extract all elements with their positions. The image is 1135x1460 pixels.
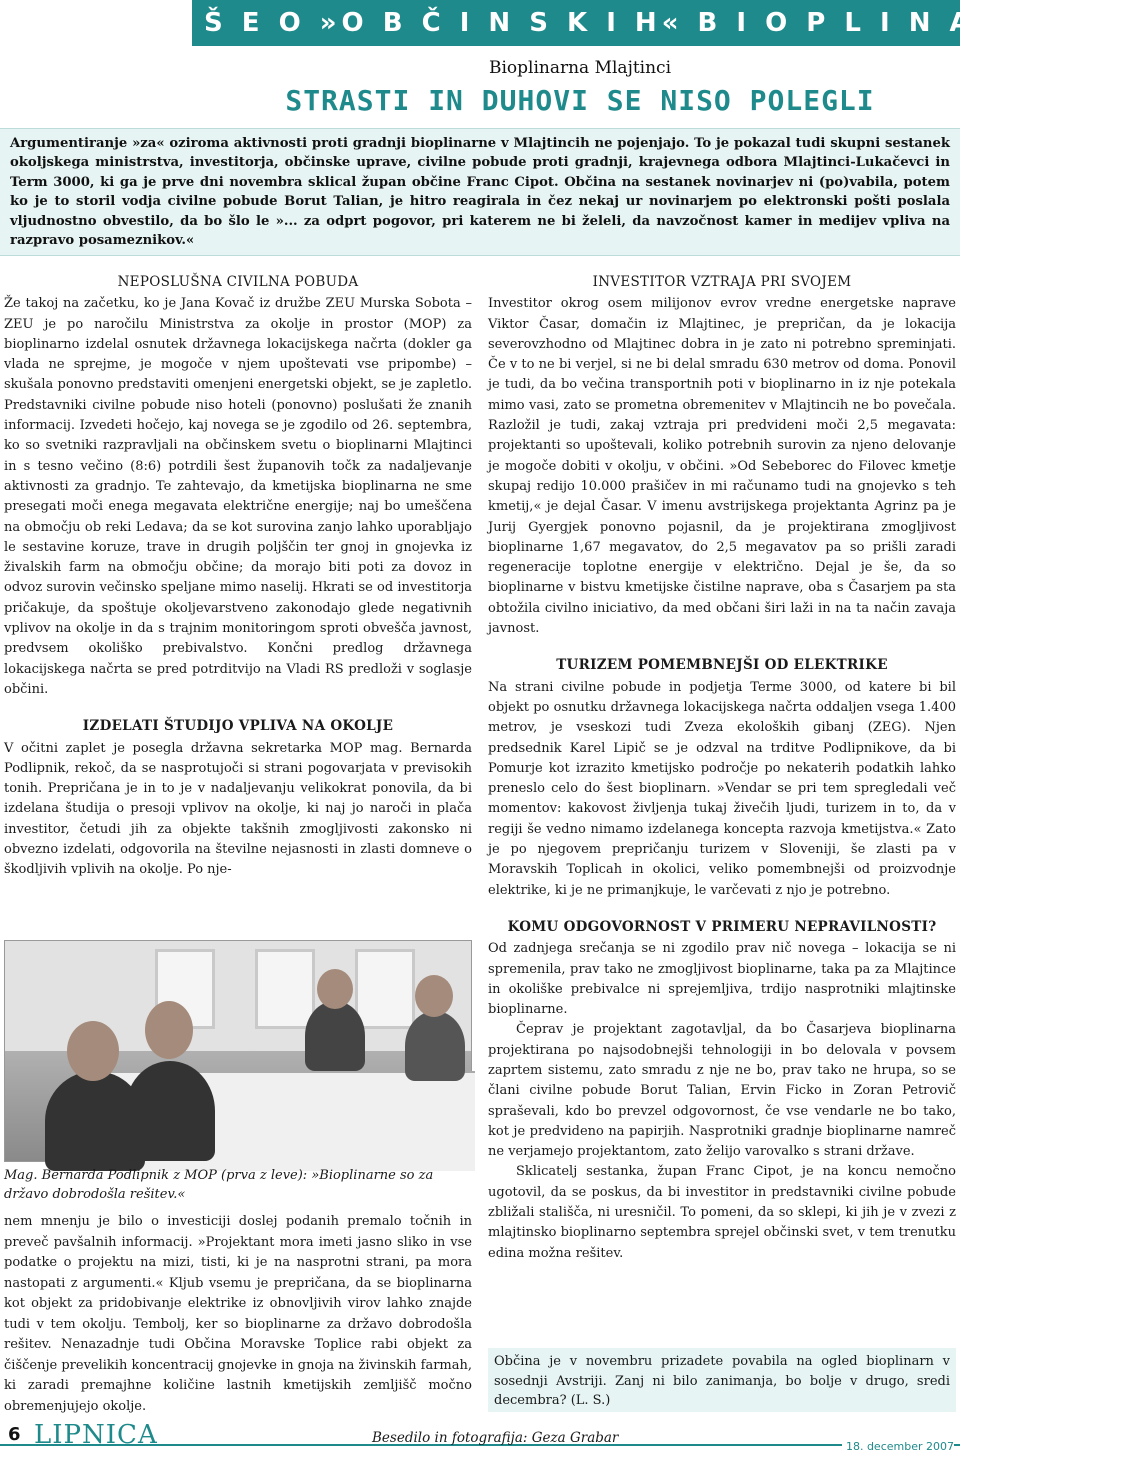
photo-person-head	[317, 969, 353, 1009]
photo-person-head	[145, 1001, 193, 1059]
author-credit: Besedilo in fotografija: Geza Grabar	[372, 1430, 619, 1446]
article-kicker: Bioplinarna Mlajtinci	[488, 58, 672, 78]
section-body-turizem: Na strani civilne pobude in podjetja Terme 3000, od katere bi bil objekt po osnutku državnega lokacijskega načrta oddaljen vsega 1.400 metrov, je vseskozi tudi Zveza ekoloških gibanj (ZEG). Njen predsednik Karel Lipič se je odzval na trditve Podlipnikove, da bi Pomurje kot izrazito kmetijsko področje po nekaterih podatkih lahko preneslo celo do šest bioplinarn. »Vendar se pri tem spregledali več momentov: kakovost življenja tukaj živečih ljudi, turizem in to, da v regiji še vedno nimamo izdelanega koncepta razvoja kmetijstva.« Zato je po njegovem prepričanju turizem v Sloveniji, še zlasti pa v Moravskih Toplicah in okolici, veliko pomembnejši od proizvodnje elektrike, ki je ne primanjkuje, le varčevati z njo je potrebno.	[488, 679, 956, 898]
section-title-civilna-pobuda: NEPOSLUŠNA CIVILNA POBUDA	[117, 274, 359, 290]
photo-window	[255, 949, 315, 1029]
photo-person	[305, 1001, 365, 1071]
page-number: 6	[8, 1424, 21, 1445]
meeting-photo	[4, 940, 472, 1162]
section-body-odgovornost-1: Od zadnjega srečanja se ni zgodilo prav nič novega – lokacija se ni spremenila, prav tako ne zmogljivost bioplinarne, taka pa za Mlajtince in okoliške prebivalce ni sprejemljiva, trdijo nasprotniki mlajtinske bioplinarne.	[488, 941, 956, 1018]
note-box: Občina je v novembru prizadete povabila na ogled bioplinarn v sosednji Avstriji. Zanj ni bilo zanimanja, bo bolje v drugo, sredi decembra? (L. S.)	[488, 1348, 956, 1412]
section-banner: Š E O »O B Č I N S K I H« B I O P L I N A R N A H	[192, 0, 960, 46]
section-title-turizem: TURIZEM POMEMBNEJŠI OD ELEKTRIKE	[556, 657, 888, 674]
section-body-investitor: Investitor okrog osem milijonov evrov vredne energetske naprave Viktor Časar, domačin iz Mlajtinec, je prepričan, da je lokacija severovzhodno od Mlajtinec dobra in je zato ni potrebno spreminjati. Če v to ne bi verjel, si ne bi delal smradu 630 metrov od doma. Ponovil je tudi, da bo večina transportnih poti v bioplinarno in iz nje potekala mimo vasi, zato se prometna obremenitev v Mlajtincih ne bo povečala. Razložil je tudi, zakaj vztraja pri predvideni moči 2,5 megavata: projektanti so upoštevali, koliko potrebnih surovin za njeno delovanje je mogoče dobiti v okolju, v občini. »Od Sebeborec do Filovec kmetje skupaj redijo 10.000 prašičev in mi računamo tudi na gnojevko s teh kmetij,« je dejal Časar. V imenu avstrijskega projektanta Agrinz pa je Jurij Gyergjek ponovno pojasnil, da je projektirana zmogljivost bioplinarne 1,67 megavatov, do 2,5 megavatov pa so prišli zaradi regeneracije toplotne energije v električno. Dejal je še, da so bioplinarne v bistvu kmetijske čistilne naprave, oba s Časarjem pa sta obtožila civilno iniciativo, da med občani širi laži in na ta način zavaja javnost.	[488, 296, 956, 637]
section-body-continued: nem mnenju je bilo o investiciji doslej podanih premalo točnih in preveč pavšalnih informacij. »Projektant mora imeti jasno sliko in vse podatke o projektu na mizi, tisti, ki je na nasprotni strani, pa mora nastopati z argumenti.« Kljub vsemu je prepričana, da se bioplinarna kot objekt za pridobivanje elektrike iz obnovljivih virov lahko znajde tudi v tem okolju. Tembolj, ker so bioplinarne za državo dobrodošla rešitev. Nenazadnje tudi Občina Moravske Toplice rabi objekt za čiščenje prevelikih koncentracij gnojevke in gnoja na živinskih farmah, ki zaradi premajhne količine lastnih kmetijskih zemljišč močno obremenjujejo okolje.	[4, 1214, 472, 1414]
section-body-civilna-pobuda: Že takoj na začetku, ko je Jana Kovač iz družbe ZEU Murska Sobota – ZEU je po naročilu Ministrstva za okolje in prostor (MOP) za bioplinarno izdelal osnutek državnega lokacijskega načrta (dokler ga vlada ne sprejme, je mogoče v njem upoštevati vse pripombe) – skušala ponovno predstaviti omenjeni energetski objekt, se je zapletlo. Predstavniki civilne pobude niso hoteli (ponovno) poslušati že znanih informacij. Izvedeti hočejo, kaj novega se je zgodilo od 26. septembra, ko so svetniki razpravljali na občinskem svetu o bioplinarni Mlajtinci in s tesno večino (8:6) potrdili šest županovih točk za nadaljevanje aktivnosti za gradnjo. Te zahtevajo, da kmetijska bioplinarna ne sme presegati moči enega megavata električne energije; naj bo umeščena na območju ob reki Ledava; da se kot surovina zanjo lahko uporabljajo le sestavine koruze, trave in drugih poljščin ter gnoj in gnojevka iz živalskih farm na območju občine; da morajo biti poti za dovoz in odvoz surovin večinsko speljane mimo naselij. Hkrati se od investitorja pričakuje, da spoštuje okoljevarstveno zakonodajo glede negativnih vplivov na okolje in da s trajnim monitoringom sproti obvešča javnost, predvsem okoliško prebivalstvo. Končni predlog državnega lokacijskega načrta se pred potrditvijo na Vladi RS predloži v soglasje občini.	[4, 296, 472, 697]
photo-caption: Mag. Bernarda Podlipnik z MOP (prva z leve): »Bioplinarne so za državo dobrodošla rešitev.«	[4, 1168, 434, 1202]
section-title-investitor: INVESTITOR VZTRAJA PRI SVOJEM	[592, 274, 852, 290]
photo-person-head	[415, 975, 453, 1017]
section-body-studija: V očitni zaplet je posegla državna sekretarka MOP mag. Bernarda Podlipnik, rekoč, da se nasprotujoči si strani pogovarjata v previsokih tonih. Prepričana je in to je v nadaljevanju velikokrat ponovila, da bi izdelana študija o presoji vplivov na okolje, ki naj jo naroči in plača investitor, četudi jih za objekte takšnih zmogljivosti zakonsko ni obvezno izdelati, odgovorila na številne nejasnosti in zlasti domneve o škodljivih vplivih na okolje. Po nje-	[4, 740, 472, 878]
article-headline: STRASTI IN DUHOVI SE NISO POLEGLI	[285, 84, 875, 117]
photo-person	[125, 1061, 215, 1161]
publication-logo: LIPNICA	[34, 1420, 158, 1450]
photo-person	[405, 1011, 465, 1081]
lead-paragraph: Argumentiranje »za« oziroma aktivnosti proti gradnji bioplinarne v Mlajtincih ne pojenjajo. To je pokazal tudi skupni sestanek okoljskega ministrstva, investitorja, občinske uprave, civilne pobude proti gradnji, krajevnega odbora Mlajtinci-Lukačevci in Term 3000, ki ga je prve dni novembra sklical župan občine Franc Cipot. Občina na sestanek novinarjev ni (po)vabila, potem ko je to storil vodja civilne pobude Borut Talian, je hitro reagirala in čez nekaj ur novinarjem po elektronski pošti poslala vljudnostno obvestilo, da bo šlo le »... za odprt pogovor, pri katerem ne bi želeli, da navzočnost kamer in medijev vpliva na razpravo posameznikov.«	[0, 128, 960, 256]
right-column	[488, 270, 956, 1264]
section-body-odgovornost-3: Sklicatelj sestanka, župan Franc Cipot, je na koncu nemočno ugotovil, da se poskus, da bi investitor in predstavniki civilne pobude zbližali stališča, ni uresničil. To pomeni, da so sklepi, ki jih je v zvezi z mlajtinsko bioplinarno septembra sprejel občinski svet, v tem trenutku edina možna rešitev.	[488, 1164, 956, 1261]
left-column	[4, 270, 472, 881]
photo-window	[355, 949, 415, 1029]
photo-person-head	[67, 1021, 119, 1081]
section-title-studija: IZDELATI ŠTUDIJO VPLIVA NA OKOLJE	[82, 718, 394, 735]
section-title-odgovornost: KOMU ODGOVORNOST V PRIMERU NEPRAVILNOSTI?	[507, 918, 937, 935]
section-body-odgovornost-2: Čeprav je projektant zagotavljal, da bo Časarjeva bioplinarna projektirana po najsodobnejši tehnologiji in bo delovala v povsem zaprtem sistemu, zato smradu z nje ne bo, prav tako ne hrupa, so se člani civilne pobude Borut Talian, Ervin Ficko in Zoran Petrovič spraševali, kdo bo prevzel odgovornost, če vse vendarle ne bo tako, kot je predvideno na papirjih. Nasprotniki gradnje bioplinarne namreč ne verjamejo projektantom, zato želijo varovalko s strani države.	[488, 1022, 956, 1160]
issue-date: 18. december 2007	[842, 1440, 954, 1453]
